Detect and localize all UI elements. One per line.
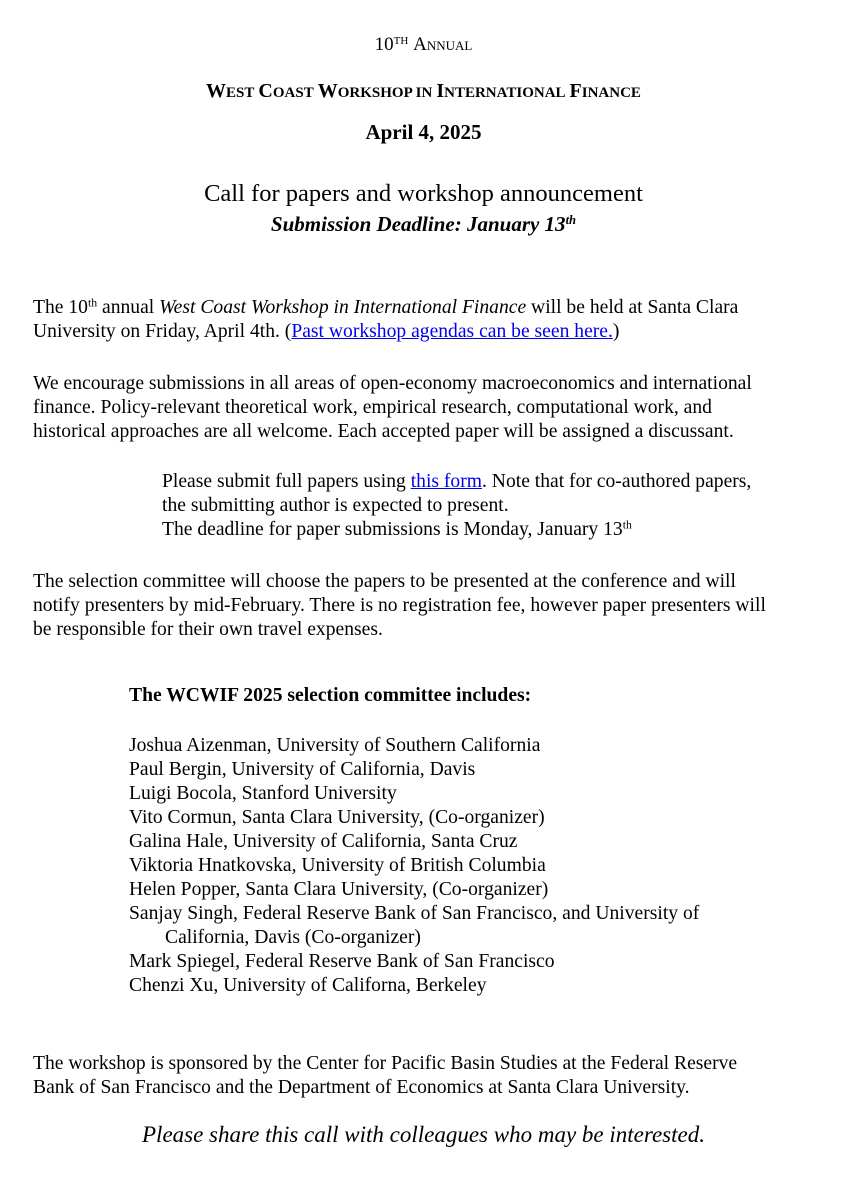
- sponsor-line-2: Bank of San Francisco and the Department of Economics at Santa Clara University.: [33, 1077, 690, 1098]
- intro-sup: th: [87, 296, 98, 310]
- selection-line-1: The selection committee will choose the papers to be presented at the conference and will: [33, 571, 736, 592]
- title-w2-cap: C: [258, 80, 273, 102]
- submit-text-2: . Note that for co-authored papers,: [482, 471, 752, 492]
- submit-text-1: Please submit full papers using: [162, 471, 411, 492]
- title-w4-cap: I: [436, 80, 445, 102]
- submission-form-link[interactable]: this form: [410, 471, 482, 492]
- submit-deadline-sup: th: [622, 518, 632, 532]
- submit-deadline-text: The deadline for paper submissions is Monday, January 13: [162, 519, 623, 540]
- submit-line-3: [162, 518, 632, 542]
- selection-line-3: be responsible for their own travel expenses.: [33, 619, 383, 640]
- deadline-sup: th: [565, 213, 577, 228]
- subtitle: Call for papers and workshop announcement: [204, 180, 643, 207]
- submission-deadline: [0, 212, 847, 237]
- selection-line-2: notify presenters by mid-February. There is no registration fee, however paper presenters will: [33, 595, 766, 616]
- committee-member: Helen Popper, Santa Clara University, (Co-organizer): [129, 879, 549, 900]
- workshop-date: April 4, 2025: [365, 120, 482, 144]
- title-w5-cap: F: [569, 80, 582, 102]
- title-w3-rest: ORKSHOP IN: [337, 85, 433, 101]
- title-w4-rest: NTERNATIONAL: [444, 85, 566, 101]
- intro-workshop-name: West Coast Workshop in International Finance: [159, 297, 527, 318]
- committee-member: Joshua Aizenman, University of Southern California: [129, 735, 541, 756]
- intro-text-5: ): [612, 321, 620, 342]
- submit-line-1: [162, 470, 751, 494]
- committee-member: Luigi Bocola, Stanford University: [129, 783, 397, 804]
- title-w1-rest: EST: [226, 85, 255, 101]
- committee-member: Galina Hale, University of California, Santa Cruz: [129, 831, 518, 852]
- encourage-line-1: We encourage submissions in all areas of open-economy macroeconomics and international: [33, 373, 752, 394]
- submit-line-2: the submitting author is expected to present.: [162, 495, 509, 516]
- deadline-text: Submission Deadline: January 13: [270, 212, 566, 236]
- ordinal-suffix: TH: [393, 34, 409, 47]
- ordinal-number: 10: [374, 34, 394, 55]
- committee-member: Sanjay Singh, Federal Reserve Bank of San Francisco, and University of: [129, 903, 700, 924]
- intro-text-4: University on Friday, April 4th. (: [33, 321, 292, 342]
- annual-word: Annual: [413, 34, 473, 55]
- intro-text-2: annual: [97, 297, 160, 318]
- intro-line-2: [33, 320, 619, 344]
- title-w1-cap: W: [206, 80, 227, 102]
- intro-text-3: will be held at Santa Clara: [526, 297, 739, 318]
- intro-text-1: The 10: [33, 297, 88, 318]
- committee-member: Vito Cormun, Santa Clara University, (Co-organizer): [129, 807, 545, 828]
- closing-note: Please share this call with colleagues who may be interested.: [142, 1122, 705, 1147]
- workshop-title: [0, 80, 847, 103]
- title-w3-cap: W: [317, 80, 338, 102]
- encourage-line-2: finance. Policy-relevant theoretical work, empirical research, computational work, and: [33, 397, 712, 418]
- title-w5-rest: INANCE: [581, 85, 641, 101]
- committee-member: Mark Spiegel, Federal Reserve Bank of San Francisco: [129, 951, 555, 972]
- intro-line-1: [33, 296, 738, 320]
- encourage-line-3: historical approaches are all welcome. Each accepted paper will be assigned a discussant.: [33, 421, 734, 442]
- committee-member: Viktoria Hnatkovska, University of British Columbia: [129, 855, 546, 876]
- committee-member: Chenzi Xu, University of Californa, Berkeley: [129, 975, 487, 996]
- title-w2-rest: OAST: [272, 85, 314, 101]
- committee-member: Paul Bergin, University of California, Davis: [129, 759, 476, 780]
- sponsor-line-1: The workshop is sponsored by the Center for Pacific Basin Studies at the Federal Reserve: [33, 1053, 738, 1074]
- committee-heading: The WCWIF 2025 selection committee includes:: [129, 685, 532, 706]
- past-agendas-link[interactable]: Past workshop agendas can be seen here.: [291, 321, 613, 342]
- annual-line: [0, 34, 847, 56]
- committee-member-continuation: California, Davis (Co-organizer): [165, 927, 421, 948]
